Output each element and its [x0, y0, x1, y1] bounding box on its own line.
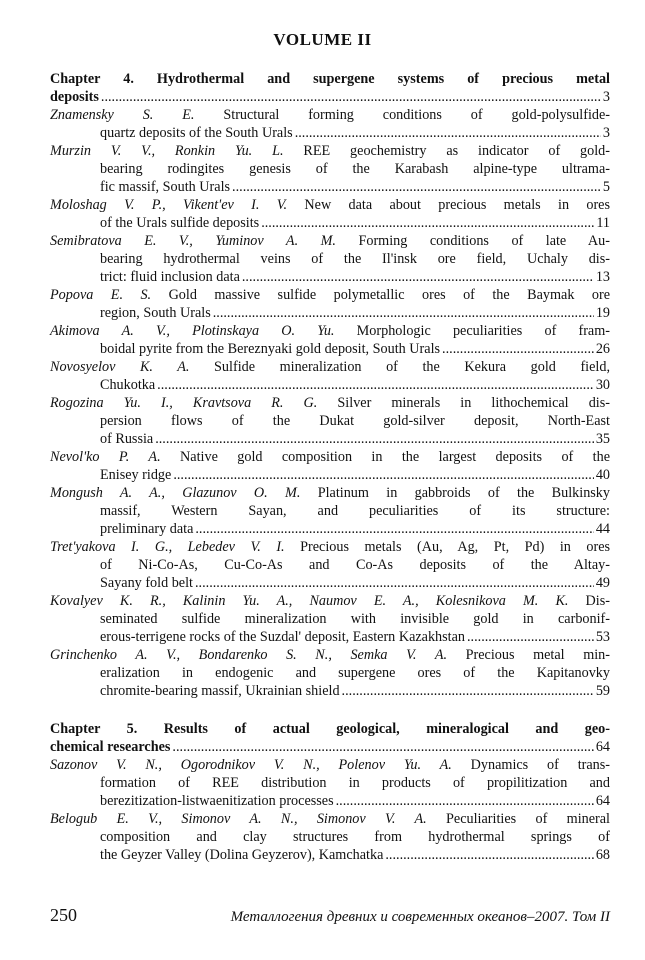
page-ref: 26 [595, 341, 610, 357]
entry-line: bearing hydrothermal veins of the Il'insk ore field, Uchaly dis- [100, 251, 610, 267]
entry-line [50, 756, 610, 774]
entry-authors: Rogozina Yu. I., Kravtsova R. G. [50, 395, 318, 411]
entry-line [50, 628, 610, 646]
page-ref: 49 [595, 575, 610, 591]
entry-line [50, 538, 610, 556]
chapter-4-title-line1: Chapter 4. Hydrothermal and supergene systems of precious metal [50, 71, 610, 87]
page-ref: 35 [595, 431, 610, 447]
leader-dots [172, 738, 593, 756]
entry-title: Sulfide mineralization of the Kekura gold field, [189, 359, 610, 375]
page-ref: 3 [602, 125, 610, 141]
entry-line [50, 430, 610, 448]
volume-heading: VOLUME II [273, 30, 372, 49]
entry-line [50, 792, 610, 810]
chapter-4-title-line2 [50, 88, 610, 106]
toc-entry-kovalyev[interactable] [50, 592, 610, 646]
entry-title: REE geochemistry as indicator of gold- [283, 143, 610, 159]
page-ref: 53 [595, 629, 610, 645]
entry-line [50, 520, 610, 538]
page-number: 250 [50, 905, 77, 925]
entry-authors: Novosyelov K. A. [50, 359, 190, 375]
page-ref: 30 [595, 377, 610, 393]
leader-dots [385, 846, 593, 864]
entry-line: seminated sulfide mineralization with invisible gold in carbonif- [100, 611, 610, 627]
toc-entry-rogozina[interactable] [50, 394, 610, 448]
entry-title: Enisey ridge [100, 467, 172, 483]
entry-title: of Russia [100, 431, 154, 447]
page-ref: 64 [595, 739, 610, 755]
entry-title: chromite-bearing massif, Ukrainian shield [100, 683, 340, 699]
entry-line [50, 214, 610, 232]
entry-line [50, 376, 610, 394]
entry-title: quartz deposits of the South Urals [100, 125, 293, 141]
leader-dots [342, 682, 594, 700]
leader-dots [232, 178, 601, 196]
entry-line [50, 448, 610, 466]
page-ref: 40 [595, 467, 610, 483]
entry-line [50, 232, 610, 250]
entry-title: Forming conditions of late Au- [335, 233, 610, 249]
leader-dots [195, 520, 593, 538]
entry-title: Platinum in gabbroids of the Bulkinsky [300, 485, 610, 501]
entry-line [50, 592, 610, 610]
entry-line [50, 810, 610, 828]
entry-authors: Murzin V. V., Ronkin Yu. L. [50, 143, 284, 159]
page-ref: 68 [595, 847, 610, 863]
entry-authors: Tret'yakova I. G., Lebedev V. I. [50, 539, 285, 555]
entry-authors: Mongush A. A., Glazunov O. M. [50, 485, 301, 501]
entry-line [50, 178, 610, 196]
entry-title: boidal pyrite from the Bereznyaki gold deposit, South Urals [100, 341, 441, 357]
entry-line [50, 466, 610, 484]
entry-authors: Znamensky S. E. [50, 107, 195, 123]
chapter-5-title-line1: Chapter 5. Results of actual geological, mineralogical and geo- [50, 721, 610, 737]
entry-line [50, 846, 610, 864]
entry-title: Gold massive sulfide polymetallic ores of the Baymak ore [151, 287, 610, 303]
leader-dots [242, 268, 594, 286]
entry-title: berezitization-listwaenitization processes [100, 793, 334, 809]
entry-title: fic massif, South Urals [100, 179, 231, 195]
leader-dots [442, 340, 594, 358]
toc-entry-grinchenko[interactable] [50, 646, 610, 700]
entry-title: Dis- [568, 593, 610, 609]
running-footer-journal: Металлогения древних и современных океанов–2007. Том II [230, 909, 610, 925]
leader-dots [157, 376, 594, 394]
entry-authors: Moloshag V. P., Vikent'ev I. V. [50, 197, 288, 213]
toc-entry-akimova[interactable] [50, 322, 610, 358]
entry-line: bearing rodingites genesis of the Karabash alpine-type ultrama- [100, 161, 610, 177]
entry-line: persion flows of the Dukat gold-silver deposit, North-East [100, 413, 610, 429]
entry-line: formation of REE distribution in products of propilitization and [100, 775, 610, 791]
toc-entry-murzin[interactable] [50, 142, 610, 196]
toc-entry-znamensky[interactable] [50, 106, 610, 142]
toc-entry-popova[interactable] [50, 286, 610, 322]
toc-entry-sazonov[interactable] [50, 756, 610, 810]
leader-dots [195, 574, 594, 592]
page-ref: 5 [602, 179, 610, 195]
entry-title: Chukotka [100, 377, 156, 393]
page-footer [50, 905, 610, 926]
entry-title: Precious metals (Au, Ag, Pt, Pd) in ores [284, 539, 611, 555]
entry-line [50, 196, 610, 214]
toc-entry-moloshag[interactable] [50, 196, 610, 232]
toc-entry-belogub[interactable] [50, 810, 610, 864]
page-ref: 44 [595, 521, 610, 537]
entry-title: Silver minerals in lithochemical dis- [317, 395, 610, 411]
entry-title: Morphologic peculiarities of fram- [334, 323, 610, 339]
entry-line [50, 358, 610, 376]
entry-title: Structural forming conditions of gold-polysulfide- [194, 107, 611, 123]
entry-title: New data about precious metals in ores [287, 197, 610, 213]
entry-line: eralization in endogenic and supergene ores of the Kapitanovky [100, 665, 610, 681]
page-ref: 59 [595, 683, 610, 699]
toc-entry-nevolko[interactable] [50, 448, 610, 484]
entry-line [50, 322, 610, 340]
entry-line [50, 646, 610, 664]
entry-authors: Akimova A. V., Plotinskaya O. Yu. [50, 323, 335, 339]
entry-line [50, 340, 610, 358]
chapter-4-heading[interactable] [50, 70, 610, 106]
leader-dots [155, 430, 594, 448]
chapter-5-title-end: chemical researches [50, 739, 171, 755]
entry-title: the Geyzer Valley (Dolina Geyzerov), Kamchatka [100, 847, 384, 863]
page-ref: 19 [595, 305, 610, 321]
entry-title: of the Urals sulfide deposits [100, 215, 260, 231]
entry-title: erous-terrigene rocks of the Suzdal' deposit, Eastern Kazakhstan [100, 629, 465, 645]
entry-title: Precious metal min- [447, 647, 610, 663]
chapter-5-heading[interactable] [50, 720, 610, 756]
page-ref: 3 [602, 89, 610, 105]
leader-dots [261, 214, 594, 232]
entry-line: composition and clay structures from hydrothermal springs of [100, 829, 610, 845]
leader-dots [173, 466, 594, 484]
toc-entry-semibratova[interactable] [50, 232, 610, 286]
entry-line [50, 268, 610, 286]
leader-dots [101, 88, 601, 106]
entry-title: trict: fluid inclusion data [100, 269, 240, 285]
entry-line [50, 304, 610, 322]
leader-dots [213, 304, 594, 322]
table-of-contents [50, 70, 610, 864]
page-ref: 13 [595, 269, 610, 285]
entry-title: Native gold composition in the largest deposits of the [160, 449, 610, 465]
entry-title: preliminary data [100, 521, 194, 537]
page-ref: 11 [596, 215, 610, 231]
entry-line [50, 394, 610, 412]
entry-line [50, 106, 610, 124]
leader-dots [467, 628, 594, 646]
leader-dots [336, 792, 594, 810]
toc-entry-tretyakova[interactable] [50, 538, 610, 592]
entry-line [50, 286, 610, 304]
entry-line [50, 484, 610, 502]
entry-authors: Kovalyev K. R., Kalinin Yu. A., Naumov E. A., Kolesnikova M. K. [50, 593, 569, 609]
entry-line [50, 574, 610, 592]
entry-line: massif, Western Sayan, and peculiarities of its structure: [100, 503, 610, 519]
entry-title: Dynamics of trans- [451, 757, 610, 773]
entry-title: region, South Urals [100, 305, 211, 321]
entry-authors: Popova E. S. [50, 287, 152, 303]
entry-authors: Sazonov V. N., Ogorodnikov V. N., Polenov Yu. A. [50, 757, 452, 773]
toc-entry-novosyelov[interactable] [50, 358, 610, 394]
entry-authors: Semibratova E. V., Yuminov A. M. [50, 233, 336, 249]
page-ref: 64 [595, 793, 610, 809]
chapter-4-title-end: deposits [50, 89, 99, 105]
entry-line [50, 142, 610, 160]
entry-line [50, 682, 610, 700]
entry-title: Peculiarities of mineral [426, 811, 610, 827]
entry-line: of Ni-Co-As, Cu-Co-As and Co-As deposits of the Altay- [100, 557, 610, 573]
entry-line [50, 124, 610, 142]
chapter-5-title-line2 [50, 738, 610, 756]
entry-authors: Grinchenko A. V., Bondarenko S. N., Semka V. A. [50, 647, 448, 663]
leader-dots [295, 124, 601, 142]
entry-title: Sayany fold belt [100, 575, 193, 591]
toc-entry-mongush[interactable] [50, 484, 610, 538]
entry-authors: Belogub E. V., Simonov A. N., Simonov V. A. [50, 811, 427, 827]
entry-authors: Nevol'ko P. A. [50, 449, 161, 465]
